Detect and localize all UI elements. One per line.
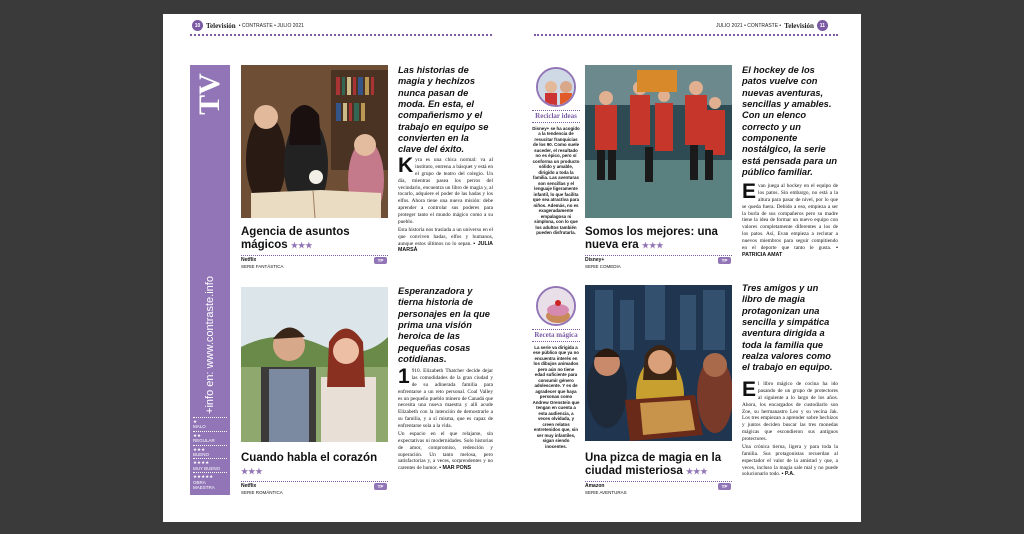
right-page-number: 11 [817,20,828,31]
right-section-title: Televisión [784,21,814,30]
tv-logo: TV [193,73,226,115]
article-2-title: Cuando habla el corazón ★★★ [241,452,378,476]
article-1-title: Agencia de asuntos mágicos ★★★ [241,226,350,251]
article-1-scene [241,65,388,218]
article-1-body: Kyra es una chica normal: va al instituto, entrena a básquet y está en el grupo de teatro del colegio. Un día, mientras pasea los perros del vecindario, encuentra un libro de magia y, al tocarlo, adquiere el poder de las hadas y los elfos. Ahora tiene una nueva misión: debe aprender a controlar sus poderes para proteger tanto el mundo mágico como a su pueblo. Esta historia nos traslada a un universo en el que conviven hadas, elfos y humanos, aunque estos últimos no lo sepan. ▪ JULIA MARSÀ [398,154,494,254]
article-3-photo [585,65,732,218]
sidebar-2-heading: Receta mágica [532,329,580,342]
article-2-lead: Esperanzadora y tierna historia de personajes en la que prima una visión heroica de las pequeñas cosas cotidianas. [398,286,490,364]
sidebar-1-text: Disney+ se ha acogido a la tendencia de resucitar franquicias de los 90. Como suele suceder, el resultado no es épico, pero sí conforma un producto sólido y amable, dirigido a toda la familia. Las aventuras son sencillas y el lenguaje ligeramente infantil, lo que facilita que sea atractiva para niños. Además, no es exageradamente empalagosa ni simplona, con lo que los adultos también pueden disfrutarla. [532,125,580,236]
article-3-body: Evan juega al hockey en el equipo de los patos. Sin embargo, no está a la altura para pasar de nivel, por lo que se queda fuera. Debido a eso, empieza a ser la burla de sus compañeros pero su madre tiene la idea de formar un nuevo equipo con valores completamente diferentes a los de los patos. Así, Evan empieza a reclutar a nuevos miembros para seguir compitiendo en el deporte que tanto le gusta. ▪ PATRICIA AMAT [742,180,839,258]
article-2-meta: Netflix SERIE ROMÁNTICA [241,481,388,495]
right-page-header [716,20,828,31]
article-3-title: Somos los mejores: una nueva era ★★★ [585,226,718,251]
website-label: +info en: www.contraste.info [204,276,217,414]
article-2-photo [241,287,388,442]
article-2-body: 1 910. Elizabeth Thatcher decide dejar las comodidades de la gran ciudad y de su adinerada familia para enfrentarse a un reto personal. Coal Valley es un pequeño pueblo minero de Canadá que necesita una nueva maestra y allí acude Elizabeth con la intención de demostrarle a su familia, y a sí misma, que es capaz de enfrentarse sola a la vida. Un espacio en el que relajarse, sin expectativas ni modernidades. Solo historias de amor, compromiso, redención y superación. Un tanto melosa, pero satisfactorias y, a veces, sorprendentes y no carentes de humor. ▪ MAR PONS [398,365,493,472]
article-1-badge: TP [374,257,387,264]
legend-item: ★★★★ MUY BUENO [193,458,227,472]
tv-sidebar-band [190,65,230,495]
legend-item: ★★★★★ OBRA MAESTRA [193,472,227,491]
article-3-lead: El hockey de los patos vuelve con nuevas aventuras, sencillas y amables. Con un elenco correcto y un componente nostálgico, la serie está pensada para un público familiar. [742,65,838,177]
legend-item: ★ MALO [193,417,227,431]
right-issue-label: JULIO 2021 • CONTRASTE • [716,22,782,29]
left-page-header [192,20,304,31]
legend-item: ★★★ BUENO [193,445,227,459]
article-1-lead: Las historias de magia y hechizos nunca pasan de moda. En esta, el compañerismo y el trabajo en equipo se convierten en la clave del éxito. [398,65,489,155]
article-1-photo [241,65,388,218]
right-header-rule [534,34,838,36]
article-3-meta: Disney+ SERIE COMEDIA [585,255,732,269]
article-4-meta: Amazon SERIE AVENTURAS [585,481,732,495]
article-4-photo [585,285,732,441]
article-2-scene [241,287,388,442]
article-4-body: El libro mágico de cocina ha ido pasando de un grupo de protectores al siguiente a lo largo de los años. Ahora, los encargados de custodiarlo son Zoe, su hermanastro Leo y su vecina Jak. Los tres empiezan a aprender sobre hechizos y juntos deciden buscar las tres monedas mágicas que escondieron sus antiguos protectores. Una crónica tierna, ligera y para toda la familia. Sus protagonistas recuerdan al espectador el valor de la amistad y que, a veces, incluso la magia sale mal y no puede solucionarlo todo. ▪ P.A. [742,378,838,478]
left-section-title: Televisión [206,21,236,30]
sidebar-2-photo [536,286,576,326]
sidebar-note-1 [532,67,580,236]
sidebar-1-photo [536,67,576,107]
article-4-scene [585,285,732,441]
article-3-scene [585,65,732,218]
left-page-number: 10 [192,20,203,31]
left-issue-label: • CONTRASTE • JULIO 2021 [238,22,304,29]
sidebar-2-text: La serie va dirigida a ese público que ya no encuentra interés en los dibujos animados pero aún no tiene edad suficiente para consumir género adolescente. Y es de agradecer que haya personas como Andrew Orenstein que tengan en cuenta a esta audiencia, a veces olvidada, y creen relatos entretenidos que, sin ser muy infantiles, sigan siendo inocentes. [532,344,580,449]
legend-item: ★★ REGULAR [193,431,227,445]
article-4-title: Una pizca de magia en la ciudad misteriosa ★★★ [585,452,722,477]
left-header-rule [190,34,492,36]
article-2-badge: TP [374,483,387,490]
article-4-lead: Tres amigos y un libro de magia protagonizan una sencilla y simpática aventura dirigida a toda la familia que realza valores como el trabajo en equipo. [742,283,833,373]
sidebar-1-heading: Reciclar ideas [532,110,580,123]
article-3-badge: TP [718,257,731,264]
sidebar-note-2 [532,286,580,449]
article-4-badge: TP [718,483,731,490]
article-1-meta: Netflix SERIE FANTÁSTICA [241,255,388,269]
rating-legend [193,417,227,491]
